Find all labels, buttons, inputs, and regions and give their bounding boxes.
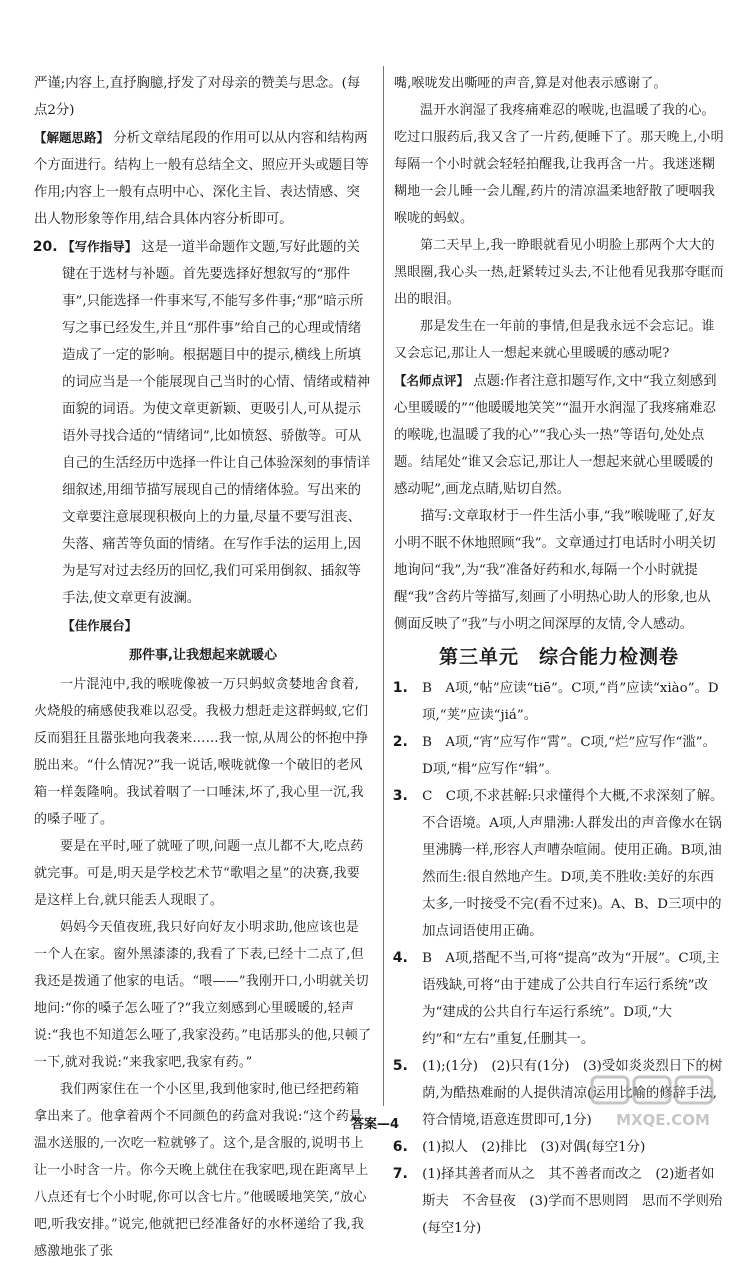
answer-item: 2. B A项,“宵”应写作“霄”。C项,“烂”应写作“滥”。D项,“楫”应写作“辑”。 (392, 734, 717, 777)
answer-list (394, 675, 724, 1242)
answer-item: 7. (1)择其善者而从之 其不善者而改之 (2)逝者如斯夫 不舍昼夜 (3)学而不思则罔 思而不学则殆(每空1分) (392, 1166, 723, 1236)
watermark-logo (588, 1073, 738, 1131)
answer-item: 5. (1);(1分) (2)只有(1分) (3)受如炎炎烈日下的树荫,为酷热难耐的人提供清凉(运用比喻的修辞手法,符合情境,语意连贯即可,1分) (392, 1058, 723, 1128)
left-column (34, 70, 372, 1265)
svg-text:MXQE.COM: MXQE.COM (616, 1111, 710, 1129)
q20-number: 20. (32, 239, 58, 255)
teacher-comment (394, 367, 724, 503)
page-footer: 答案—4 (350, 1117, 400, 1132)
right-column (394, 70, 724, 1242)
essay-title: 那件事,让我想起来就暖心 (129, 648, 277, 663)
essay-paragraph-5: 温开水润湿了我疼痛难忍的喉咙,也温暖了我的心。吃过口服药后,我又含了一片药,便睡下了。那天晚上,小明每隔一个小时就会轻轻拍醒我,让我再含一片。我迷迷糊糊地一会儿睡一会儿醒,药片的清凉温柔地舒散了哽咽我喉咙的蚂蚁。 (394, 103, 724, 226)
answer-item: 4. B A项,搭配不当,可将“提高”改为“开展”。C项,主语残缺,可将“由于建成了公共自行车运行系统”改为“建成的公共自行车运行系统”。D项,“大约”和“左右”重复,任删其一。 (392, 950, 720, 1047)
comment-tag: 【名师点评】 (394, 373, 470, 388)
answer-item: 3. C C项,不求甚解:只求懂得个大概,不求深刻了解。不合语境。A项,人声鼎沸:人群发出的声音像水在锅里沸腾一样,形容人声嘈杂喧闹。使用正确。B项,油然而生:很自然地产生。D项,美不胜收:美好的东西太多,一时接受不完(看不过来)。A、B、D三项中的加点词语使用正确。 (392, 788, 724, 939)
q20-block (34, 233, 372, 612)
sample-tag: 【佳作展台】 (62, 618, 138, 633)
essay-paragraph-6: 第二天早上,我一睁眼就看见小明脸上那两个大大的黑眼圈,我心头一热,赶紧转过头去,不让他看见我那夺眶而出的眼泪。 (394, 238, 724, 307)
essay-paragraph-2: 要是在平时,哑了就哑了呗,问题一点儿都不大,吃点药就完事。可是,明天是学校艺术节“歌唱之星”的决赛,我要是这样上台,就只能丢人现眼了。 (34, 839, 364, 908)
answer-item: 1. B A项,“帖”应读“tiē”。C项,“肖”应读“xiào”。D项,“荚”应读“jiá”。 (392, 680, 719, 723)
unit-title: 第三单元 综合能力检测卷 (438, 646, 679, 668)
essay-paragraph-7: 那是发生在一年前的事情,但是我永远不会忘记。谁又会忘记,那让人一想起来就心里暖暖的感动呢? (394, 319, 715, 361)
column-divider (383, 66, 384, 1106)
q19-tip (34, 124, 372, 233)
comment-paragraph-1: 点题:作者注意扣题写作,文中“我立刻感到心里暖暖的”“他暖暖地笑笑”“温开水润湿了我疼痛难忍的喉咙,也温暖了我的心”“我心头一热”等语句,处处点题。结尾处“谁又会忘记,那让人一想起来就心里暖暖的感动呢”,画龙点睛,贴切自然。 (394, 374, 717, 497)
q19-tail: 严谨;内容上,直抒胸臆,抒发了对母亲的赞美与思念。(每点2分) (34, 76, 361, 118)
essay-paragraph-4: 我们两家住在一个小区里,我到他家时,他已经把药箱拿出来了。他拿着两个不同颜色的药盒对我说:“这个药是温水送服的,一次吃一粒就够了。这个,是含服的,说明书上让一小时含一片。你今天晚上就住在我家吧,现在距离早上八点还有七个小时呢,你可以含七片。”他暖暖地笑笑,“放心吧,听我安排。”说完,他就把已经准备好的水杯递给了我,我感激地张了张 (34, 1082, 369, 1259)
essay-paragraph-1: 一片混沌中,我的喉咙像被一万只蚂蚁贪婪地舍食着,火烧般的痛感使我难以忍受。我极力想赶走这群蚂蚁,它们反而猖狂且嚣张地向我袭来……我一惊,从周公的怀抱中挣脱出来。“什么情况?”我一说话,喉咙就像一个破旧的老风箱一样轰隆响。我试着咽了一口唾沫,坏了,我心里一沉,我的嗓子哑了。 (34, 677, 369, 827)
q20-text: 这是一道半命题作文题,写好此题的关键在于选材与补题。首先要选择好想叙写的“那件事”,只能选择一件事来写,不能写多件事;“那”暗示所写之事已经发生,并且“那件事”给自己的心理或情绪造成了一定的影响。根据题目中的提示,横线上所填的词应当是一个能展现自己当时的心情、情绪或精神面貌的词语。为使文章更新颖、更吸引人,可从提示语外寻找合适的“情绪词”,比如愤怒、骄傲等。可从自己的生活经历中选择一件让自己体验深刻的事情详细叙述,用细节描写展现自己的情绪体验。写出来的文章要注意展现积极向上的力量,尽量不要写沮丧、失落、痛苦等负面的情绪。在写作手法的运用上,因为是写对过去经历的回忆,我们可采用倒叙、插叙等手法,使文章更有波澜。 (62, 240, 371, 606)
q19-tip-tag: 【解题思路】 (34, 130, 110, 145)
q20-tag: 【写作指导】 (62, 239, 138, 254)
comment-paragraph-2: 描写:文章取材于一件生活小事,“我”喉咙哑了,好友小明不眠不休地照顾“我”。文章通过打电话时小明关切地询问“我”,为“我”准备好药和水,每隔一个小时就提醒“我”含药片等描写,刻画了小明热心助人的形象,也从侧面反映了“我”与小明之间深厚的友情,令人感动。 (394, 509, 716, 632)
answer-item: 6. (1)拟人 (2)排比 (3)对偶(每空1分) (392, 1139, 646, 1155)
q19-tip-text: 分析文章结尾段的作用可以从内容和结构两个方面进行。结构上一般有总结全文、照应开头或题目等作用;内容上一般有点明中心、深化主旨、表达情感、突出人物形象等作用,结合具体内容分析即可。 (34, 131, 369, 227)
essay-paragraph-3: 妈妈今天值夜班,我只好向好友小明求助,他应该也是一个人在家。窗外黑漆漆的,我看了下表,已经十二点了,但我还是拨通了他家的电话。“喂——”我刚开口,小明就关切地问:“你的嗓子怎么哑了?”我立刻感到心里暖暖的,轻声说:“我也不知道怎么哑了,我家没药。”电话那头的他,只顿了一下,就对我说:“来我家吧,我家有药。” (34, 920, 372, 1070)
essay-paragraph-4-end: 嘴,喉咙发出嘶哑的声音,算是对他表示感谢了。 (394, 76, 667, 91)
